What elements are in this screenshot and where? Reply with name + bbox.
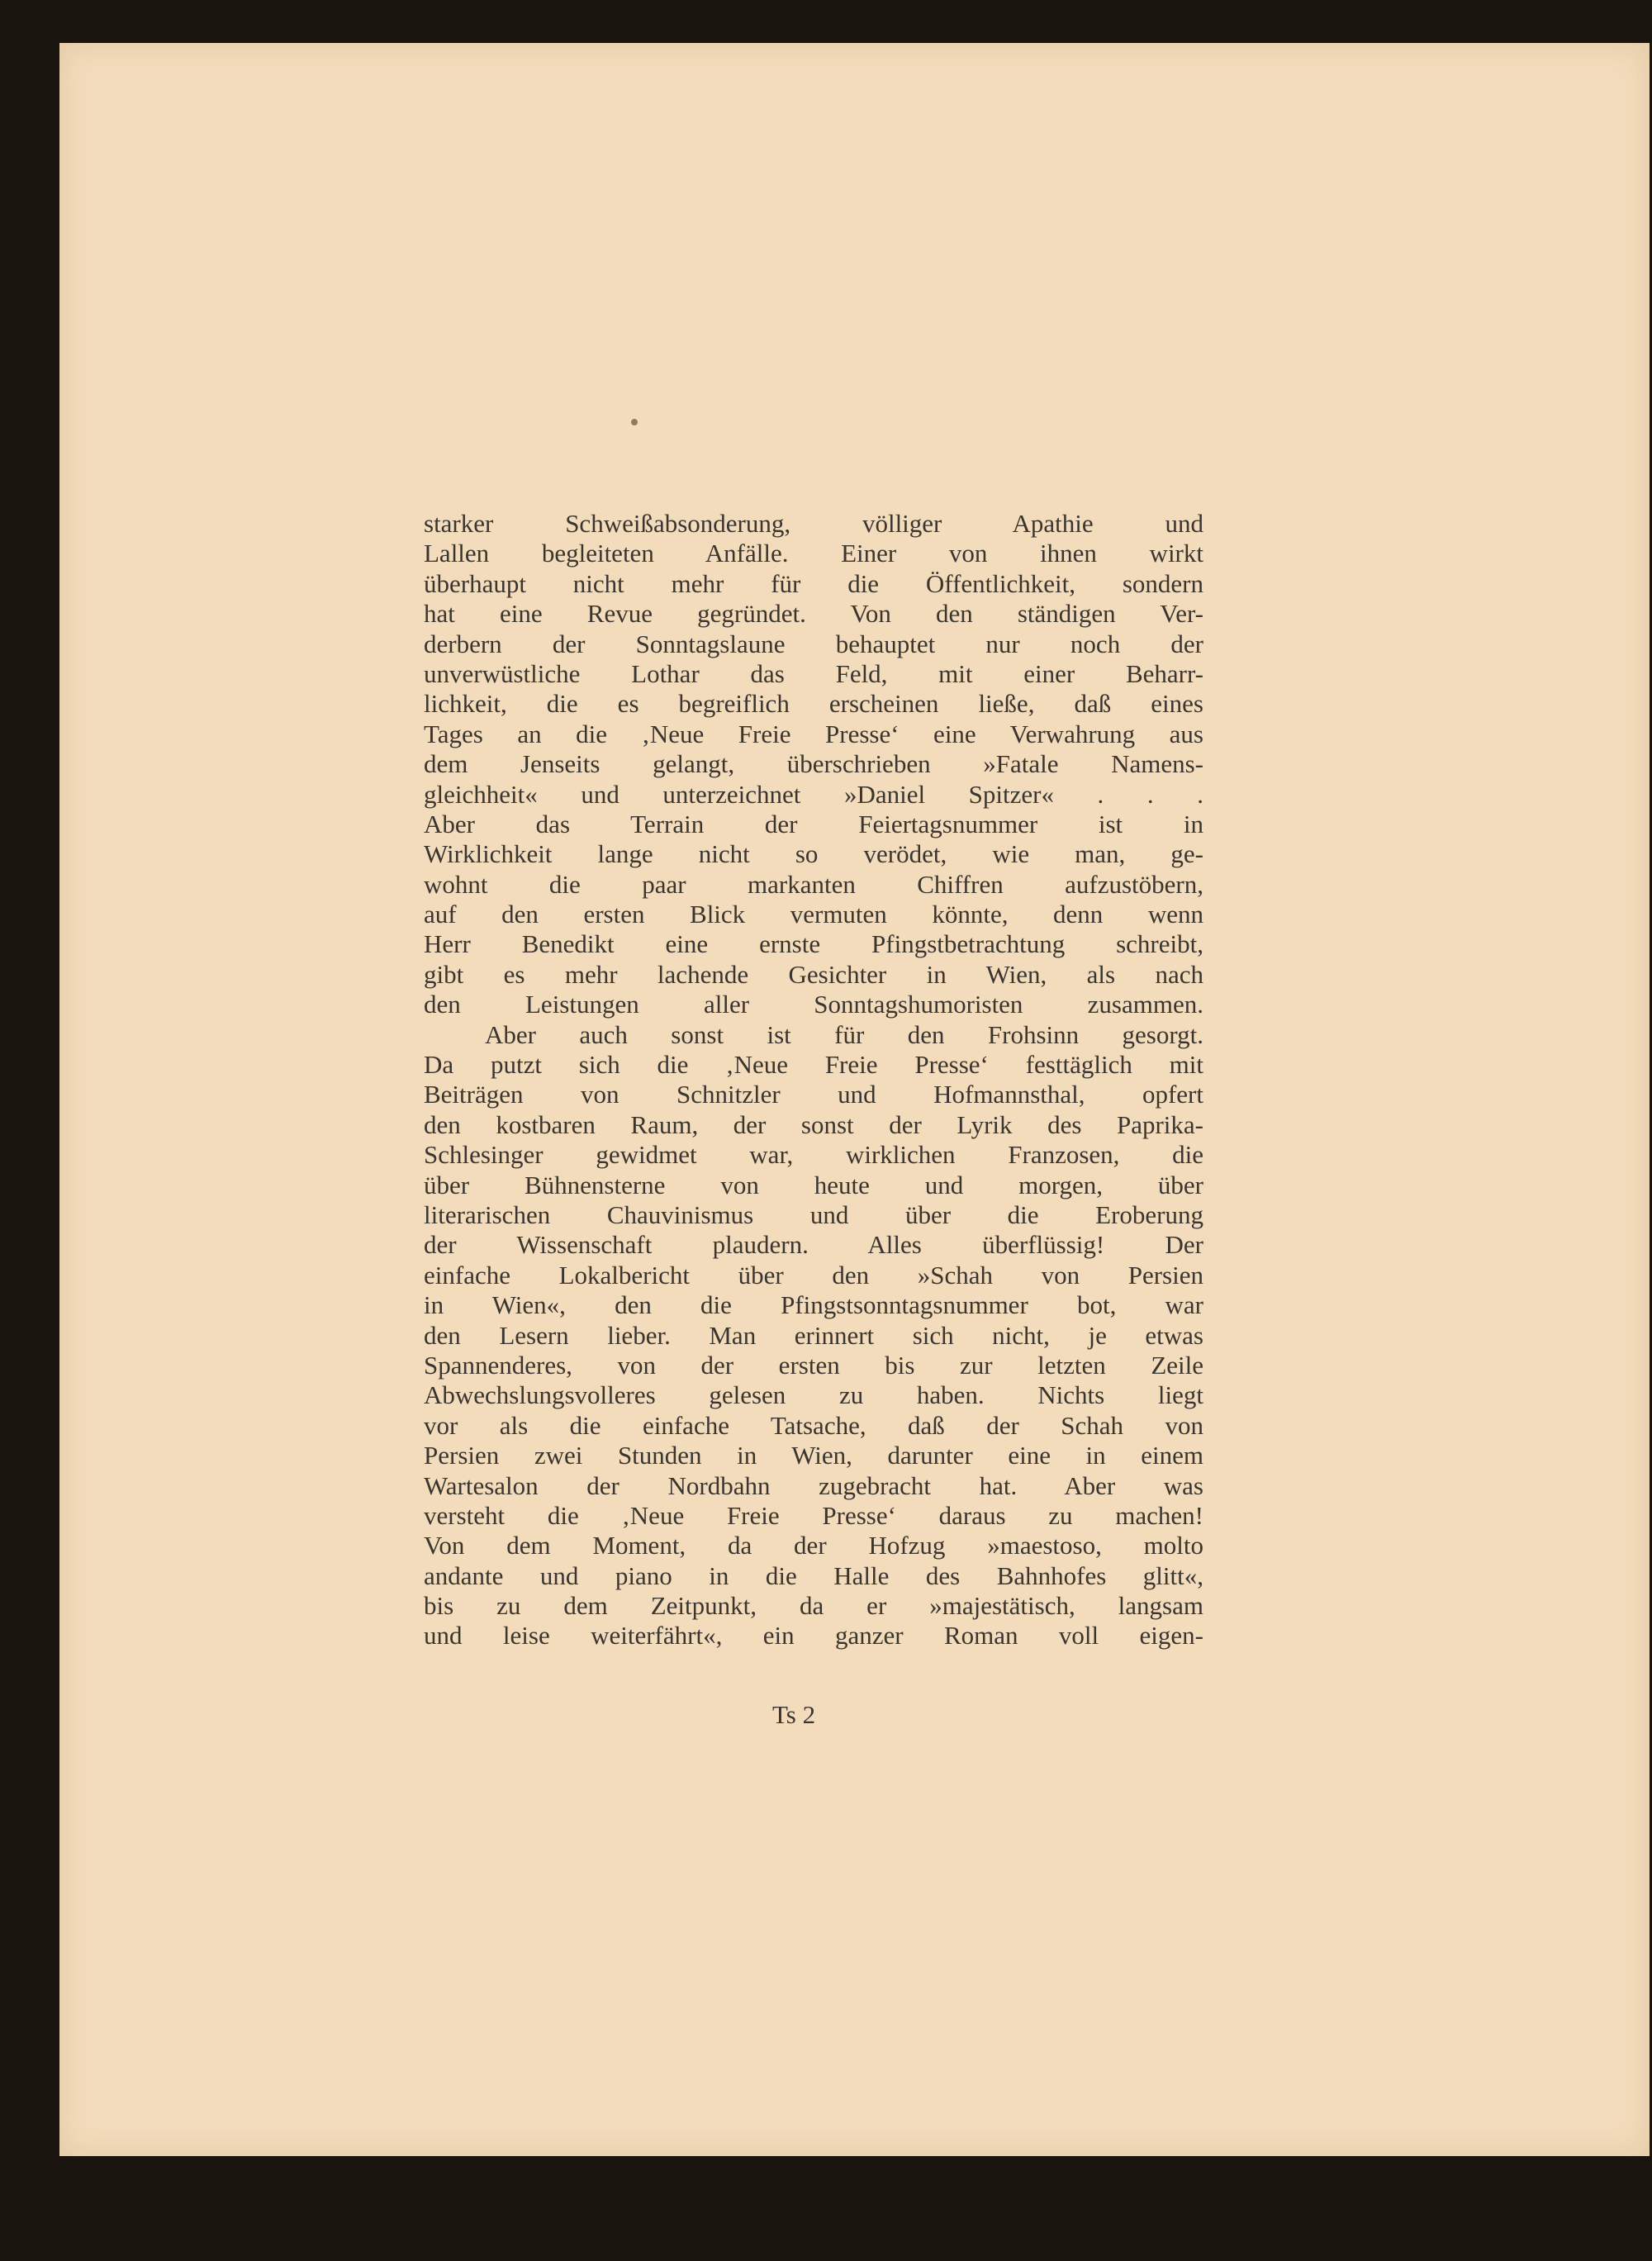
text-line: Da putzt sich die ‚Neue Freie Presse‘ festtäglich mit: [424, 1050, 1203, 1080]
text-line: Schlesinger gewidmet war, wirklichen Franzosen, die: [424, 1140, 1203, 1170]
text-line: Lallen begleiteten Anfälle. Einer von ihnen wirkt: [424, 539, 1203, 568]
text-line: versteht die ‚Neue Freie Presse‘ daraus zu machen!: [424, 1500, 1203, 1530]
text-line: dem Jenseits gelangt, überschrieben »Fatale Namens-: [424, 749, 1203, 779]
text-line: literarischen Chauvinismus und über die Eroberung: [424, 1199, 1203, 1229]
text-line: Abwechslungsvolleres gelesen zu haben. Nichts liegt: [424, 1380, 1203, 1410]
printer-signature: Ts 2: [772, 1700, 816, 1729]
text-line: Wartesalon der Nordbahn zugebracht hat. Aber was: [424, 1470, 1203, 1500]
text-line: andante und piano in die Halle des Bahnhofes glitt«,: [424, 1560, 1203, 1590]
text-line: starker Schweißabsonderung, völliger Apathie und: [424, 509, 1203, 538]
text-line: vor als die einfache Tatsache, daß der Schah von: [424, 1410, 1203, 1440]
text-line: Aber das Terrain der Feiertagsnummer ist in: [424, 809, 1203, 838]
text-line: hat eine Revue gegründet. Von den ständigen Ver-: [424, 599, 1203, 629]
text-line: lichkeit, die es begreiflich erscheinen ließe, daß eines: [424, 689, 1203, 719]
text-line: gibt es mehr lachende Gesichter in Wien, als nach: [424, 959, 1203, 989]
text-line-indented: Aber auch sonst ist für den Frohsinn gesorgt.: [485, 1019, 1203, 1049]
paper-sheet: [59, 43, 1650, 2156]
text-line: der Wissenschaft plaudern. Alles überflüssig! Der: [424, 1230, 1203, 1260]
text-line: derbern der Sonntagslaune behauptet nur noch der: [424, 629, 1203, 658]
text-line: Herr Benedikt eine ernste Pfingstbetrachtung schreibt,: [424, 929, 1203, 959]
text-line: den Leistungen aller Sonntagshumoristen zusammen.: [424, 990, 1203, 1019]
text-line: den kostbaren Raum, der sonst der Lyrik des Paprika-: [424, 1109, 1203, 1139]
text-line: Spannenderes, von der ersten bis zur letzten Zeile: [424, 1350, 1203, 1380]
text-line: gleichheit« und unterzeichnet »Daniel Spitzer« . . .: [424, 779, 1203, 809]
text-line: Von dem Moment, da der Hofzug »maestoso, molto: [424, 1531, 1203, 1560]
text-line: auf den ersten Blick vermuten könnte, denn wenn: [424, 900, 1203, 929]
text-line: einfache Lokalbericht über den »Schah von Persien: [424, 1260, 1203, 1290]
body-text: [424, 509, 1203, 1651]
text-line: Persien zwei Stunden in Wien, darunter eine in einem: [424, 1441, 1203, 1470]
text-line: den Lesern lieber. Man erinnert sich nicht, je etwas: [424, 1320, 1203, 1350]
text-line: Tages an die ‚Neue Freie Presse‘ eine Verwahrung aus: [424, 719, 1203, 748]
text-line: in Wien«, den die Pfingstsonntagsnummer bot, war: [424, 1290, 1203, 1320]
text-line: über Bühnensterne von heute und morgen, über: [424, 1170, 1203, 1199]
text-line: und leise weiterfährt«, ein ganzer Roman voll eigen-: [424, 1621, 1203, 1651]
text-line: bis zu dem Zeitpunkt, da er »majestätisch, langsam: [424, 1591, 1203, 1621]
paper-speck: [631, 419, 638, 425]
text-line: Beiträgen von Schnitzler und Hofmannsthal, opfert: [424, 1080, 1203, 1109]
text-line: überhaupt nicht mehr für die Öffentlichkeit, sondern: [424, 568, 1203, 598]
text-line: unverwüstliche Lothar das Feld, mit einer Beharr-: [424, 658, 1203, 688]
text-line: Wirklichkeit lange nicht so verödet, wie man, ge-: [424, 839, 1203, 869]
text-line: wohnt die paar markanten Chiffren aufzustöbern,: [424, 869, 1203, 899]
